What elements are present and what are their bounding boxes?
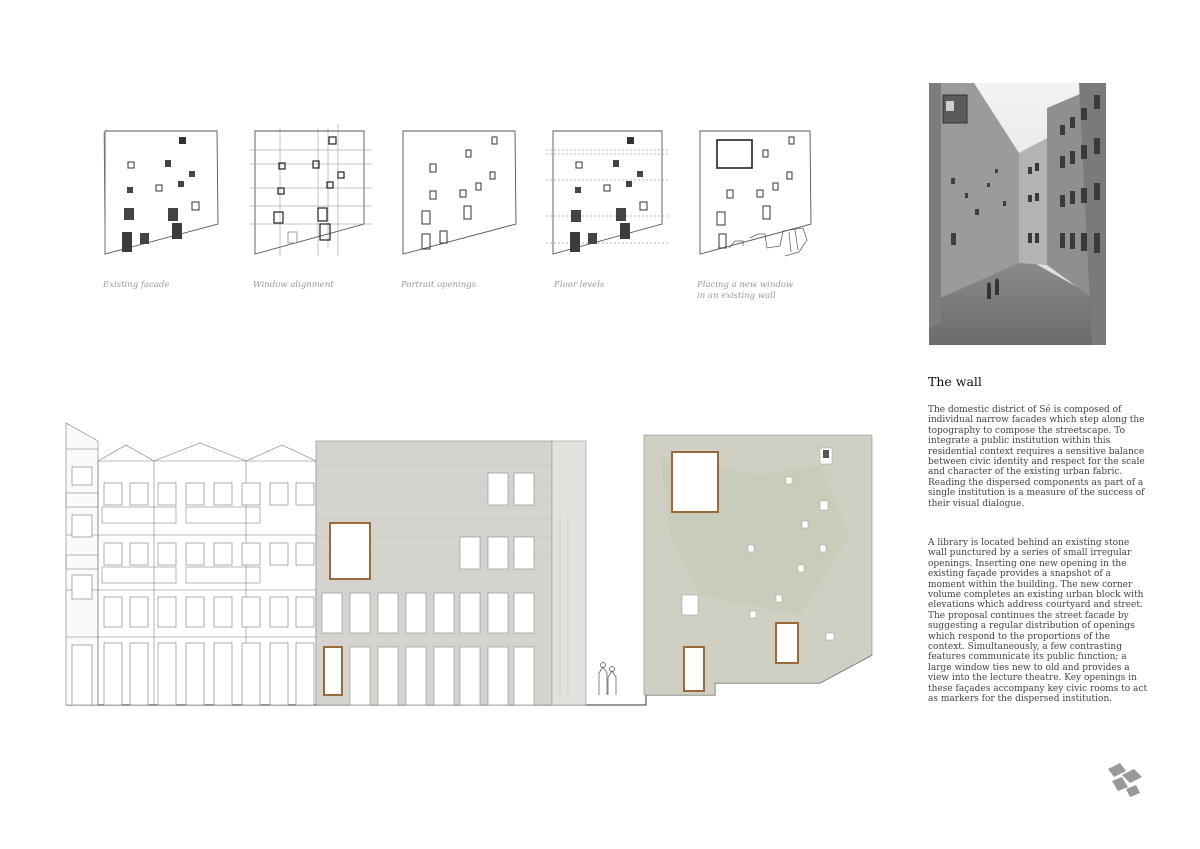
townhouse-door	[296, 643, 314, 705]
townhouse-window	[104, 483, 122, 505]
townhouse-window	[158, 543, 176, 565]
townhouse-door	[130, 643, 148, 705]
street-perspective-image	[929, 83, 1106, 345]
townhouse-window	[214, 597, 232, 627]
townhouse-window	[242, 597, 260, 627]
sketch-caption-5: Placing a new window in an existing wall	[697, 280, 794, 301]
townhouse-window	[158, 597, 176, 627]
sketch-floor-levels-drawing	[548, 128, 673, 263]
existing-stone-wall	[644, 435, 872, 695]
sketch-caption-2: Window alignment	[253, 280, 334, 290]
townhouse-window	[130, 543, 148, 565]
townhouse-window	[158, 483, 176, 505]
townhouse-window	[104, 543, 122, 565]
townhouse-door	[242, 643, 260, 705]
sketch-new-window-drawing	[695, 128, 820, 268]
sketch-portrait-openings	[398, 128, 523, 262]
townhouse-door	[158, 643, 176, 705]
townhouse-window	[186, 543, 204, 565]
sketch-window-alignment-drawing	[250, 128, 375, 258]
townhouse-windows	[72, 467, 314, 705]
section-heading: The wall	[928, 374, 982, 389]
townhouse-window	[242, 543, 260, 565]
townhouse-door	[214, 643, 232, 705]
street-perspective-render	[929, 83, 1106, 345]
townhouse-window	[104, 597, 122, 627]
townhouse-window	[130, 483, 148, 505]
sketch-existing-facade-drawing	[100, 128, 225, 258]
paragraph-2: A library is located behind an existing stone wall punctured by a series of small irregular openings. Inserting one new opening in the existing façade provides a snapshot of a moment within the building. The new corner volume completes an existing urban block with elevations which address courtyard and street. The proposal continues the street facade by suggesting a regular distribution of openings which respond to the proportions of the context. Simultaneously, a few contrasting features communicate its public function; a large window ties new to old and provides a view into the lecture theatre. Key openings in these façades accompany key civic rooms to act as markers for the dispersed institution.	[928, 538, 1148, 705]
sketch-new-window	[695, 128, 820, 272]
townhouse-window	[270, 597, 288, 627]
logo-mark	[1106, 761, 1146, 801]
people-figures	[599, 663, 616, 696]
townhouse-window	[296, 483, 314, 505]
townhouse-window	[214, 543, 232, 565]
townhouse-window	[186, 597, 204, 627]
sketch-window-alignment	[250, 128, 375, 262]
stacked-tiles-logo-icon	[1106, 761, 1146, 805]
sketch-portrait-openings-drawing	[398, 128, 523, 258]
townhouse-window	[214, 483, 232, 505]
townhouse-window	[270, 543, 288, 565]
townhouse-window	[72, 645, 92, 705]
sketch-caption-4: Floor levels	[554, 280, 605, 290]
townhouse-window	[72, 515, 92, 537]
townhouse-window	[72, 575, 92, 599]
new-corner-building	[316, 441, 586, 705]
street-elevation-drawing	[60, 415, 880, 715]
townhouse-window	[270, 483, 288, 505]
townhouse-window	[186, 483, 204, 505]
townhouse-window	[242, 483, 260, 505]
sketch-caption-1: Existing facade	[103, 280, 170, 290]
townhouse-window	[72, 467, 92, 485]
townhouse-window	[296, 597, 314, 627]
sketch-floor-levels	[548, 128, 673, 267]
street-elevation	[60, 415, 880, 719]
townhouse-door	[270, 643, 288, 705]
townhouse-window	[130, 597, 148, 627]
paragraph-1: The domestic district of Sé is composed of individual narrow facades which step along the topography to compose the streetscape. To integrate a public institution within this residential context requires a sensitive balance between civic identity and respect for the scale and character of the existing urban fabric. Reading the dispersed components as part of a single institution is a measure of the success of their visual dialogue.	[928, 405, 1145, 509]
townhouse-door	[186, 643, 204, 705]
sketch-caption-3: Portrait openings	[401, 280, 476, 290]
sketch-existing-facade	[100, 128, 225, 262]
townhouse-window	[296, 543, 314, 565]
townhouse-door	[104, 643, 122, 705]
